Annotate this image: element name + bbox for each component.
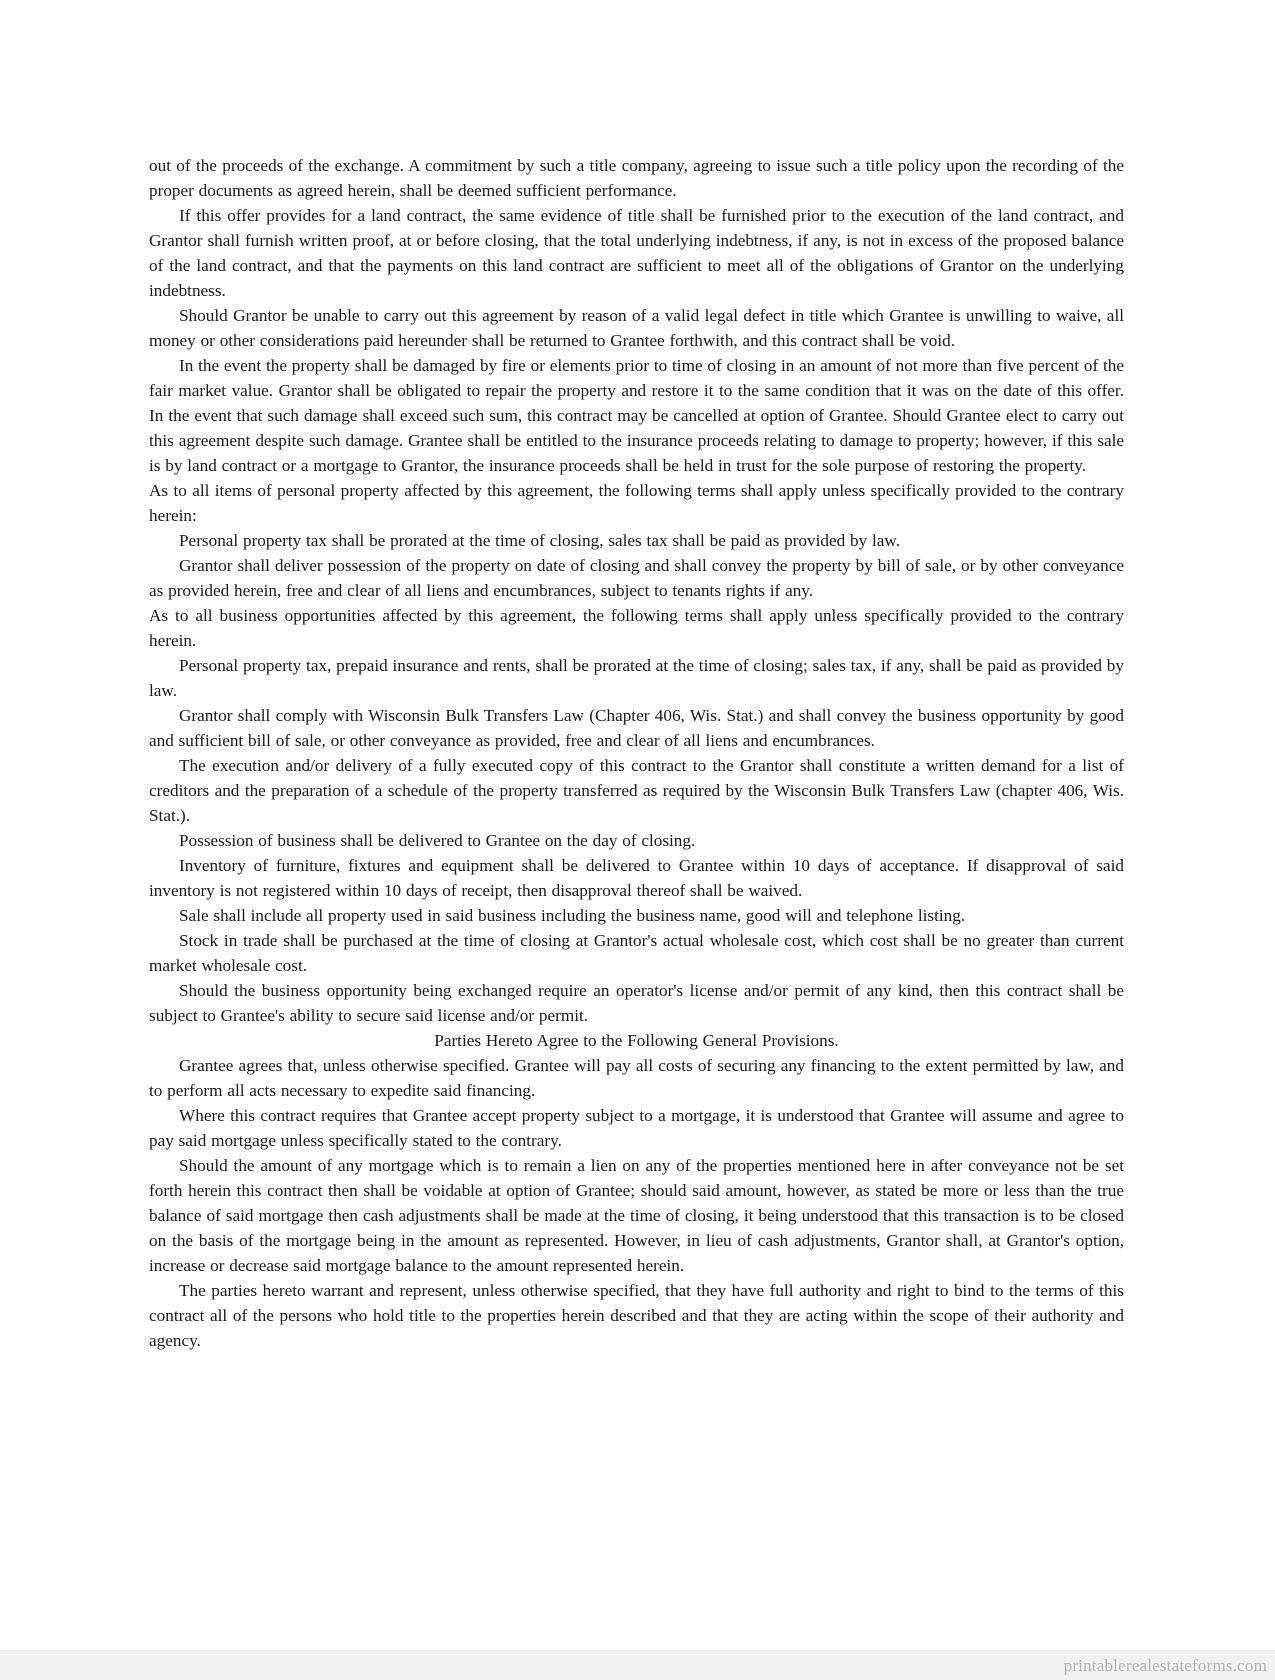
contract-paragraph: Grantor shall deliver possession of the property on date of closing and shall convey the property by bill of sale, or by other conveyance as provided herein, free and clear of all liens and encumbrances, subject to tenants rights if any. <box>149 556 1124 600</box>
contract-paragraph: In the event the property shall be damaged by fire or elements prior to time of closing in an amount of not more than five percent of the fair market value. Grantor shall be obligated to repair the property and restore it to the same condition that it was on the date of this offer. In the event that such damage shall exceed such sum, this contract may be cancelled at option of Grantee. Should Grantee elect to carry out this agreement despite such damage. Grantee shall be entitled to the insurance proceeds relating to damage to property; however, if this sale is by land contract or a mortgage to Grantor, the insurance proceeds shall be held in trust for the sole purpose of restoring the property. <box>149 356 1124 475</box>
contract-paragraph: Should the business opportunity being exchanged require an operator's license and/or permit of any kind, then this contract shall be subject to Grantee's ability to secure said license and/or permit. <box>149 981 1124 1025</box>
section-heading: Parties Hereto Agree to the Following General Provisions. <box>434 1031 839 1050</box>
contract-paragraph: out of the proceeds of the exchange. A commitment by such a title company, agreeing to issue such a title policy upon the recording of the proper documents as agreed herein, shall be deemed sufficient performance. <box>149 156 1124 200</box>
contract-paragraph: Personal property tax, prepaid insurance and rents, shall be prorated at the time of closing; sales tax, if any, shall be paid as provided by law. <box>149 656 1124 700</box>
contract-paragraph: Where this contract requires that Grantee accept property subject to a mortgage, it is understood that Grantee will assume and agree to pay said mortgage unless specifically stated to the contrary. <box>149 1106 1124 1150</box>
contract-paragraph: As to all business opportunities affected by this agreement, the following terms shall apply unless specifically provided to the contrary herein. <box>149 606 1124 650</box>
contract-paragraph: The execution and/or delivery of a fully executed copy of this contract to the Grantor shall constitute a written demand for a list of creditors and the preparation of a schedule of the property transferred as required by the Wisconsin Bulk Transfers Law (chapter 406, Wis. Stat.). <box>149 756 1124 825</box>
contract-paragraph: Should Grantor be unable to carry out this agreement by reason of a valid legal defect in title which Grantee is unwilling to waive, all money or other considerations paid hereunder shall be returned to Grantee forthwith, and this contract shall be void. <box>149 306 1124 350</box>
contract-paragraph: Personal property tax shall be prorated at the time of closing, sales tax shall be paid as provided by law. <box>179 531 900 550</box>
contract-paragraph: Inventory of furniture, fixtures and equipment shall be delivered to Grantee within 10 days of acceptance. If disapproval of said inventory is not registered within 10 days of receipt, then disapproval thereof shall be waived. <box>149 856 1124 900</box>
contract-paragraph: Should the amount of any mortgage which is to remain a lien on any of the properties mentioned here in after conveyance not be set forth herein this contract then shall be voidable at option of Grantee; should said amount, however, as stated be more or less than the true balance of said mortgage then cash adjustments shall be made at the time of closing, it being understood that this transaction is to be closed on the basis of the mortgage being in the amount as represented. However, in lieu of cash adjustments, Grantor shall, at Grantor's option, increase or decrease said mortgage balance to the amount represented herein. <box>149 1156 1124 1275</box>
contract-paragraph: Grantee agrees that, unless otherwise specified. Grantee will pay all costs of securing any financing to the extent permitted by law, and to perform all acts necessary to expedite said financing. <box>149 1056 1124 1100</box>
contract-paragraph: Sale shall include all property used in said business including the business name, good will and telephone listing. <box>179 906 966 925</box>
document-body <box>149 153 1124 1353</box>
contract-paragraph: Possession of business shall be delivered to Grantee on the day of closing. <box>179 831 696 850</box>
contract-paragraph: Grantor shall comply with Wisconsin Bulk Transfers Law (Chapter 406, Wis. Stat.) and shall convey the business opportunity by good and sufficient bill of sale, or other conveyance as provided, free and clear of all liens and encumbrances. <box>149 706 1124 750</box>
contract-paragraph: The parties hereto warrant and represent, unless otherwise specified, that they have full authority and right to bind to the terms of this contract all of the persons who hold title to the properties herein described and that they are acting within the scope of their authority and agency. <box>149 1281 1124 1350</box>
contract-paragraph: If this offer provides for a land contract, the same evidence of title shall be furnished prior to the execution of the land contract, and Grantor shall furnish written proof, at or before closing, that the total underlying indebtness, if any, is not in excess of the proposed balance of the land contract, and that the payments on this land contract are sufficient to meet all of the obligations of Grantor on the underlying indebtness. <box>149 206 1124 300</box>
contract-paragraph: As to all items of personal property affected by this agreement, the following terms shall apply unless specifically provided to the contrary herein: <box>149 481 1124 525</box>
contract-paragraph: Stock in trade shall be purchased at the time of closing at Grantor's actual wholesale cost, which cost shall be no greater than current market wholesale cost. <box>149 931 1124 975</box>
footer-watermark[interactable]: printablerealestateforms.com <box>1063 1656 1267 1675</box>
footer-bar <box>0 1650 1275 1680</box>
